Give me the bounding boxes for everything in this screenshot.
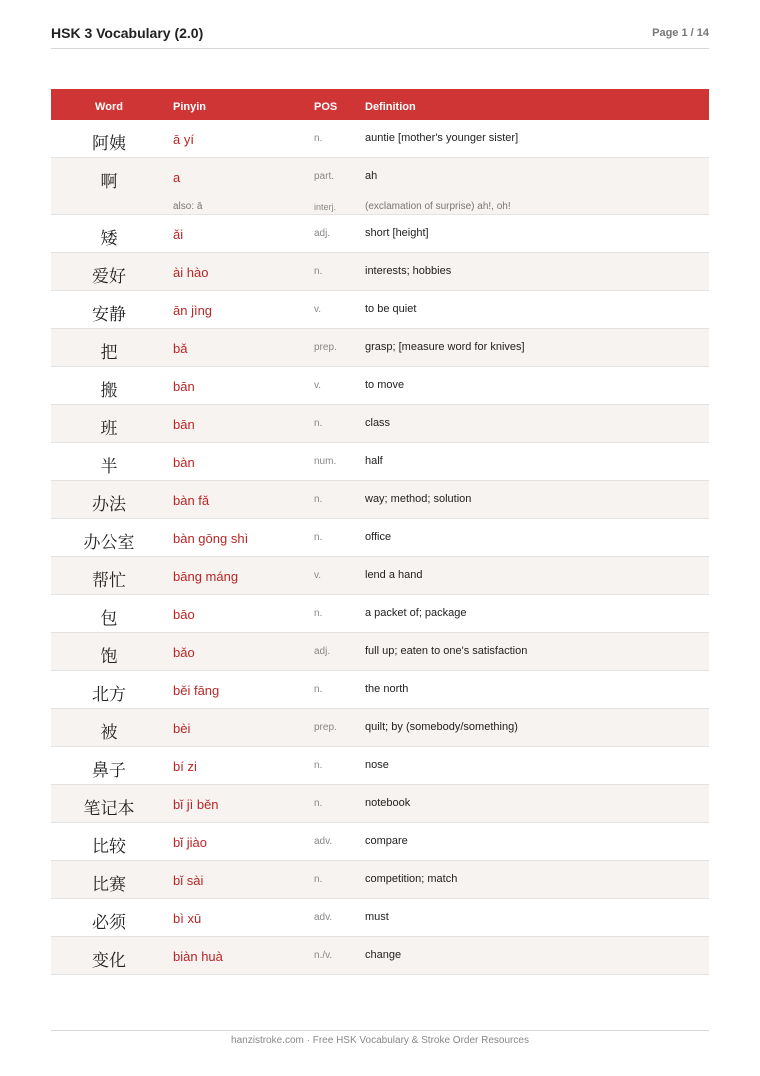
table-row (51, 823, 709, 861)
word-cell: 帮忙 (92, 571, 126, 591)
word-cell: 阿姨 (92, 134, 126, 154)
table-row (51, 899, 709, 937)
pinyin-cell: bǎ (173, 341, 188, 356)
pos-cell: prep. (314, 342, 337, 353)
definition-cell: half (365, 455, 383, 467)
definition-cell: notebook (365, 797, 411, 809)
definition-cell: to move (365, 379, 405, 391)
pinyin-cell: bí zi (173, 759, 197, 774)
table-row (51, 253, 709, 291)
pinyin-cell: bǐ sài (173, 873, 204, 888)
word-cell: 北方 (92, 685, 126, 705)
definition-cell: compare (365, 835, 408, 847)
definition-cell: competition; match (365, 873, 458, 885)
pinyin-cell: bān (173, 379, 195, 394)
pinyin-cell: bàn fǎ (173, 493, 210, 508)
pinyin-cell: ā yí (173, 132, 194, 147)
table-row (51, 557, 709, 595)
table-row (51, 443, 709, 481)
pinyin-cell: ài hào (173, 265, 209, 280)
pinyin-cell: bǐ jiào (173, 835, 207, 850)
definition-cell: full up; eaten to one's satisfaction (365, 645, 528, 657)
definition-cell: class (365, 417, 391, 429)
table-header (51, 89, 709, 120)
pinyin-cell: běi fāng (173, 683, 220, 698)
definition-cell: a packet of; package (365, 607, 467, 619)
pos-cell: n. (314, 684, 323, 695)
word-cell: 啊 (100, 172, 118, 192)
definition-cell: ah (365, 170, 378, 182)
pos-cell: n. (314, 798, 323, 809)
definition-cell: quilt; by (somebody/something) (365, 721, 518, 733)
word-cell: 办法 (92, 495, 126, 515)
document-title: HSK 3 Vocabulary (2.0) (51, 25, 204, 41)
word-cell: 矮 (100, 229, 118, 249)
pos-cell: v. (314, 570, 322, 581)
word-cell: 把 (100, 343, 118, 363)
pos-cell: n. (314, 266, 323, 277)
table-row (51, 937, 709, 975)
definition-cell: lend a hand (365, 569, 423, 581)
pinyin-cell: bāo (173, 607, 195, 622)
definition-cell: office (365, 531, 392, 543)
column-header-pos: POS (314, 101, 338, 113)
pinyin-cell: bèi (173, 721, 191, 736)
definition-cell: interests; hobbies (365, 265, 452, 277)
word-cell: 比较 (92, 837, 126, 857)
definition-cell: change (365, 949, 402, 961)
pos-cell: n. (314, 418, 323, 429)
table-row (51, 291, 709, 329)
page-footer: hanzistroke.com · Free HSK Vocabulary & Stroke Order Resources (51, 1030, 709, 1046)
pos-cell: n./v. (314, 950, 333, 961)
word-cell: 被 (100, 723, 118, 743)
word-cell: 鼻子 (92, 761, 126, 781)
word-cell: 爱好 (92, 267, 126, 287)
pos-cell: adj. (314, 646, 331, 657)
pos-cell: v. (314, 304, 322, 315)
table-row (51, 671, 709, 709)
pos-cell: n. (314, 494, 323, 505)
pinyin-cell: bān (173, 417, 195, 432)
table-row (51, 709, 709, 747)
definition-cell: way; method; solution (365, 493, 472, 505)
word-cell: 饱 (100, 647, 118, 667)
pinyin-cell: bǎo (173, 645, 195, 660)
table-row (51, 120, 709, 158)
definition-cell: must (365, 911, 389, 923)
pos-cell: n. (314, 532, 323, 543)
word-cell: 笔记本 (83, 799, 135, 819)
table-row (51, 747, 709, 785)
table-row (51, 481, 709, 519)
word-cell: 比赛 (92, 875, 126, 895)
column-header-pinyin: Pinyin (173, 101, 207, 113)
word-cell: 班 (100, 419, 118, 439)
pos-cell: part. (314, 171, 335, 182)
column-header-word: Word (95, 101, 123, 113)
alt-pos-cell: interj. (314, 202, 337, 212)
word-cell: 办公室 (83, 533, 135, 553)
definition-cell: to be quiet (365, 303, 417, 315)
definition-cell: the north (365, 683, 409, 695)
table-row (51, 215, 709, 253)
word-cell: 安静 (92, 305, 126, 325)
pos-cell: n. (314, 874, 323, 885)
column-header-definition: Definition (365, 101, 416, 113)
definition-cell: nose (365, 759, 389, 771)
pinyin-cell: bǐ jì běn (173, 797, 219, 812)
pinyin-cell: a (173, 170, 181, 185)
pos-cell: prep. (314, 722, 337, 733)
pinyin-cell: bì xū (173, 911, 202, 926)
table-row (51, 158, 709, 215)
word-cell: 包 (100, 609, 118, 629)
word-cell: 搬 (100, 381, 118, 401)
alt-definition-cell: (exclamation of surprise) ah!, oh! (365, 201, 511, 212)
word-cell: 半 (100, 457, 118, 477)
pos-cell: adv. (314, 912, 333, 923)
pos-cell: n. (314, 608, 323, 619)
word-cell: 必须 (92, 913, 126, 933)
definition-cell: short [height] (365, 227, 429, 239)
table-row (51, 633, 709, 671)
pos-cell: adj. (314, 228, 331, 239)
page-header (51, 22, 709, 49)
pinyin-cell: ān jìng (173, 303, 213, 318)
definition-cell: grasp; [measure word for knives] (365, 341, 525, 353)
table-row (51, 785, 709, 823)
table-row (51, 519, 709, 557)
definition-cell: auntie [mother's younger sister] (365, 132, 519, 144)
pinyin-cell: bàn (173, 455, 195, 470)
pos-cell: adv. (314, 836, 333, 847)
page-number: Page 1 / 14 (652, 27, 709, 39)
table-row (51, 861, 709, 899)
pos-cell: n. (314, 133, 323, 144)
pinyin-cell: bàn gōng shì (173, 531, 249, 546)
alt-pinyin-cell: also: ā (173, 201, 203, 212)
table-row (51, 329, 709, 367)
table-row (51, 595, 709, 633)
pos-cell: n. (314, 760, 323, 771)
word-cell: 变化 (92, 951, 126, 971)
pinyin-cell: bāng máng (173, 569, 239, 584)
pinyin-cell: biàn huà (173, 949, 223, 964)
pos-cell: num. (314, 456, 337, 467)
table-row (51, 367, 709, 405)
table-row (51, 405, 709, 443)
table-body (51, 120, 709, 975)
pos-cell: v. (314, 380, 322, 391)
pinyin-cell: ǎi (173, 227, 184, 242)
vocabulary-table (51, 89, 709, 975)
